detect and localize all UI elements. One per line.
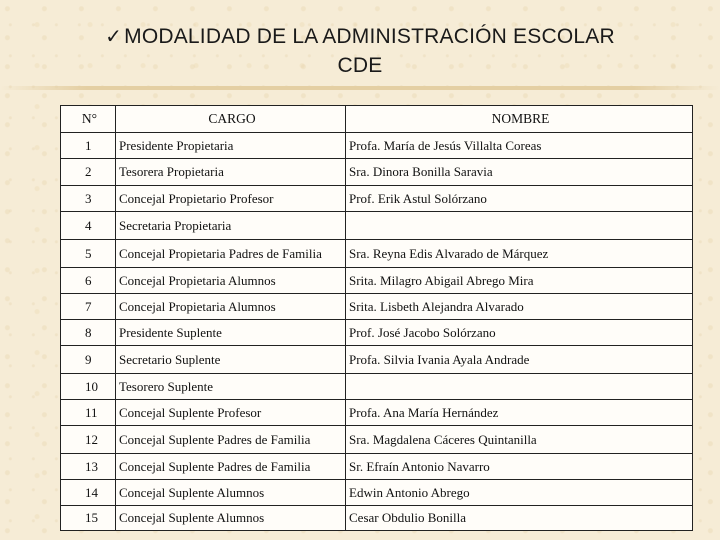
title-line-1 — [0, 22, 720, 51]
cell-number: 1 — [61, 133, 116, 159]
cell-nombre: Profa. Ana María Hernández — [346, 400, 693, 426]
table-row — [61, 294, 693, 320]
cell-cargo: Concejal Suplente Padres de Familia — [116, 426, 346, 454]
cde-table — [60, 105, 693, 531]
cell-nombre: Srita. Lisbeth Alejandra Alvarado — [346, 294, 693, 320]
cell-cargo: Presidente Suplente — [116, 320, 346, 346]
title-text: MODALIDAD DE LA ADMINISTRACIÓN ESCOLAR — [124, 25, 615, 48]
cell-number: 14 — [61, 480, 116, 506]
table-row — [61, 454, 693, 480]
cell-nombre: Srita. Milagro Abigail Abrego Mira — [346, 268, 693, 294]
table-row — [61, 426, 693, 454]
checkmark-icon: ✓ — [105, 24, 123, 48]
cell-cargo: Concejal Suplente Alumnos — [116, 480, 346, 506]
table-row — [61, 320, 693, 346]
cell-nombre: Sra. Dinora Bonilla Saravia — [346, 159, 693, 186]
table-row — [61, 346, 693, 374]
cell-nombre: Profa. María de Jesús Villalta Coreas — [346, 133, 693, 159]
cell-cargo: Concejal Propietaria Alumnos — [116, 268, 346, 294]
cell-nombre: Prof. José Jacobo Solórzano — [346, 320, 693, 346]
header-cargo: CARGO — [116, 106, 346, 133]
cell-nombre: Edwin Antonio Abrego — [346, 480, 693, 506]
table-row — [61, 133, 693, 159]
table-row — [61, 268, 693, 294]
cell-cargo: Concejal Suplente Profesor — [116, 400, 346, 426]
table-row — [61, 374, 693, 400]
cell-number: 2 — [61, 159, 116, 186]
table-row — [61, 480, 693, 506]
table-row — [61, 186, 693, 212]
cell-number: 9 — [61, 346, 116, 374]
cell-nombre — [346, 212, 693, 240]
cell-nombre: Profa. Silvia Ivania Ayala Andrade — [346, 346, 693, 374]
cell-cargo: Concejal Suplente Padres de Familia — [116, 454, 346, 480]
table-body — [61, 133, 693, 531]
cell-number: 12 — [61, 426, 116, 454]
cell-number: 6 — [61, 268, 116, 294]
title-line-2: CDE — [337, 54, 383, 77]
table-row — [61, 212, 693, 240]
cell-number: 13 — [61, 454, 116, 480]
cell-nombre: Sra. Magdalena Cáceres Quintanilla — [346, 426, 693, 454]
cell-cargo: Tesorera Propietaria — [116, 159, 346, 186]
table-row — [61, 506, 693, 531]
page-title — [0, 22, 720, 80]
table-header-row — [61, 106, 693, 133]
cell-number: 4 — [61, 212, 116, 240]
cell-number: 11 — [61, 400, 116, 426]
title-divider — [0, 86, 720, 90]
cell-nombre: Cesar Obdulio Bonilla — [346, 506, 693, 531]
cell-number: 15 — [61, 506, 116, 531]
cell-number: 5 — [61, 240, 116, 268]
cell-number: 7 — [61, 294, 116, 320]
header-nombre: NOMBRE — [346, 106, 693, 133]
table-row — [61, 400, 693, 426]
table-row — [61, 159, 693, 186]
cell-cargo: Secretaria Propietaria — [116, 212, 346, 240]
cell-cargo: Concejal Propietario Profesor — [116, 186, 346, 212]
cell-cargo: Concejal Propietaria Padres de Familia — [116, 240, 346, 268]
cell-nombre: Sr. Efraín Antonio Navarro — [346, 454, 693, 480]
cell-cargo: Secretario Suplente — [116, 346, 346, 374]
cell-number: 3 — [61, 186, 116, 212]
cell-nombre: Sra. Reyna Edis Alvarado de Márquez — [346, 240, 693, 268]
cell-cargo: Tesorero Suplente — [116, 374, 346, 400]
header-number: N° — [61, 106, 116, 133]
cell-number: 8 — [61, 320, 116, 346]
cell-nombre — [346, 374, 693, 400]
cell-number: 10 — [61, 374, 116, 400]
cell-nombre: Prof. Erik Astul Solórzano — [346, 186, 693, 212]
cell-cargo: Presidente Propietaria — [116, 133, 346, 159]
cell-cargo: Concejal Propietaria Alumnos — [116, 294, 346, 320]
cell-cargo: Concejal Suplente Alumnos — [116, 506, 346, 531]
table-row — [61, 240, 693, 268]
